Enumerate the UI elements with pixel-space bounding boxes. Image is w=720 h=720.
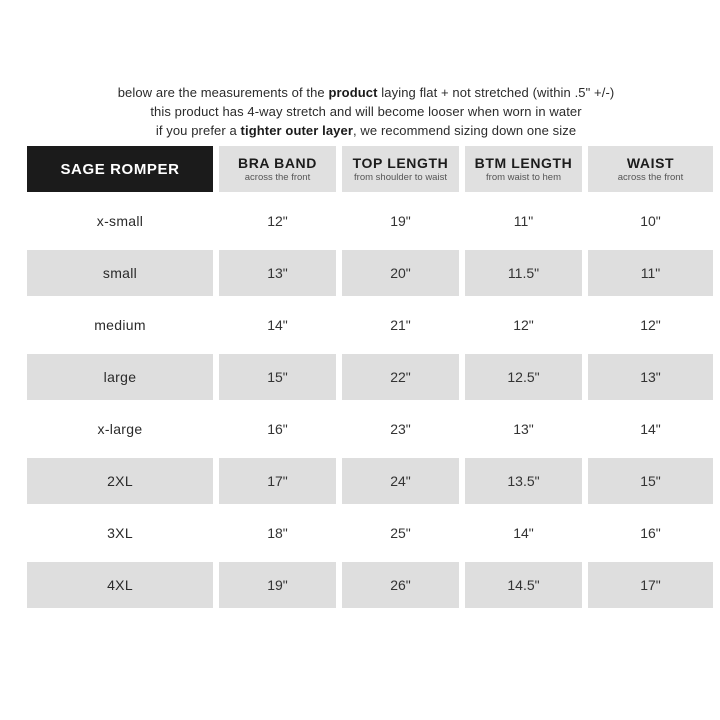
intro-line-1 [0, 83, 720, 102]
measurement-cell: 12" [640, 317, 661, 333]
measurement-cell: 13.5" [465, 458, 582, 504]
measurement-cell: 11" [588, 250, 713, 296]
intro-line-3 [0, 121, 720, 140]
table-title: SAGE ROMPER [27, 146, 213, 192]
measurement-cell: 22" [342, 354, 459, 400]
size-label: 4XL [27, 562, 213, 608]
column-header-top-length [342, 146, 459, 192]
column-header-waist [588, 146, 713, 192]
measurement-cell: 24" [342, 458, 459, 504]
measurement-cell: 26" [342, 562, 459, 608]
size-label: medium [94, 317, 146, 333]
measurement-cell: 11.5" [465, 250, 582, 296]
intro-line-3-post: , we recommend sizing down one size [352, 123, 577, 138]
column-header-label: BTM LENGTH [474, 154, 573, 171]
measurement-cell: 14.5" [465, 562, 582, 608]
measurement-cell: 21" [390, 317, 411, 333]
measurement-cell: 17" [219, 458, 336, 504]
measurement-cell: 14" [640, 421, 661, 437]
measurement-cell: 16" [267, 421, 288, 437]
column-header-sub: across the front [244, 171, 311, 183]
intro-line-1-post: laying flat + not stretched (within .5" +/-) [377, 85, 615, 100]
measurement-cell: 10" [640, 213, 661, 229]
measurement-cell: 23" [390, 421, 411, 437]
intro-line-1-pre: below are the measurements of the [117, 85, 329, 100]
measurement-cell: 19" [219, 562, 336, 608]
measurement-cell: 17" [588, 562, 713, 608]
measurement-cell: 11" [513, 213, 534, 229]
intro-line-2: this product has 4-way stretch and will become looser when worn in water [150, 104, 582, 119]
measurement-cell: 14" [267, 317, 288, 333]
column-header-sub: from waist to hem [486, 171, 561, 183]
intro-text [0, 83, 720, 140]
measurement-cell: 25" [390, 525, 411, 541]
size-label: 2XL [27, 458, 213, 504]
size-label: small [27, 250, 213, 296]
measurement-cell: 14" [513, 525, 534, 541]
size-label: x-large [97, 421, 143, 437]
size-chart-table [27, 146, 713, 608]
size-label: 3XL [107, 525, 133, 541]
measurement-cell: 12.5" [465, 354, 582, 400]
column-header-btm-length [465, 146, 582, 192]
column-header-bra-band [219, 146, 336, 192]
measurement-cell: 13" [588, 354, 713, 400]
measurement-cell: 20" [342, 250, 459, 296]
size-label: x-small [96, 213, 144, 229]
column-header-label: WAIST [626, 154, 675, 171]
measurement-cell: 19" [390, 213, 411, 229]
measurement-cell: 18" [267, 525, 288, 541]
measurement-cell: 15" [219, 354, 336, 400]
size-label: large [27, 354, 213, 400]
column-header-label: BRA BAND [238, 154, 317, 171]
measurement-cell: 16" [640, 525, 661, 541]
column-header-sub: across the front [617, 171, 684, 183]
measurement-cell: 13" [219, 250, 336, 296]
intro-line-3-bold: tighter outer layer [240, 123, 353, 138]
column-header-label: TOP LENGTH [352, 154, 449, 171]
measurement-cell: 12" [267, 213, 288, 229]
measurement-cell: 13" [513, 421, 534, 437]
column-header-sub: from shoulder to waist [354, 171, 447, 183]
measurement-cell: 15" [588, 458, 713, 504]
measurement-cell: 12" [513, 317, 534, 333]
intro-line-1-bold: product [328, 85, 378, 100]
intro-line-3-pre: if you prefer a [155, 123, 241, 138]
